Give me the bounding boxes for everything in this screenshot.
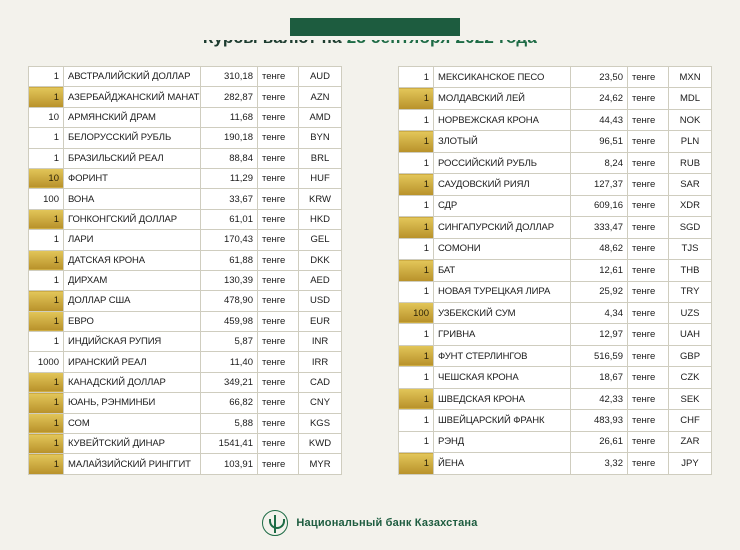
table-row bbox=[29, 209, 342, 229]
row-quantity: 1 bbox=[399, 238, 434, 259]
table-row bbox=[399, 453, 712, 475]
row-quantity: 1 bbox=[29, 434, 64, 454]
row-currency-name: СДР bbox=[434, 195, 571, 216]
row-currency-name: САУДОВСКИЙ РИЯЛ bbox=[434, 174, 571, 195]
row-rate: 25,92 bbox=[571, 281, 628, 302]
row-quantity: 1 bbox=[29, 393, 64, 413]
row-currency-name: ВОНА bbox=[64, 189, 201, 209]
row-currency-name: АРМЯНСКИЙ ДРАМ bbox=[64, 107, 201, 127]
row-unit: тенге bbox=[258, 393, 299, 413]
row-currency-name: КУВЕЙТСКИЙ ДИНАР bbox=[64, 434, 201, 454]
row-currency-name: БРАЗИЛЬСКИЙ РЕАЛ bbox=[64, 148, 201, 168]
row-quantity: 1 bbox=[29, 291, 64, 311]
row-rate: 459,98 bbox=[201, 311, 258, 331]
top-green-block bbox=[290, 18, 460, 36]
table-row bbox=[29, 332, 342, 352]
row-unit: тенге bbox=[258, 372, 299, 392]
row-quantity: 1 bbox=[399, 67, 434, 88]
table-row bbox=[399, 345, 712, 366]
row-rate: 44,43 bbox=[571, 109, 628, 130]
row-quantity: 1 bbox=[399, 281, 434, 302]
row-quantity: 1 bbox=[29, 454, 64, 474]
row-quantity: 1 bbox=[399, 88, 434, 109]
row-quantity: 1 bbox=[399, 388, 434, 409]
row-rate: 333,47 bbox=[571, 217, 628, 238]
row-currency-code: KWD bbox=[299, 434, 342, 454]
table-row bbox=[399, 131, 712, 152]
row-quantity: 100 bbox=[29, 189, 64, 209]
row-quantity: 1 bbox=[29, 250, 64, 270]
row-quantity: 1 bbox=[399, 324, 434, 345]
table-row bbox=[399, 431, 712, 452]
table-row bbox=[29, 434, 342, 454]
row-rate: 190,18 bbox=[201, 128, 258, 148]
table-row bbox=[399, 88, 712, 109]
row-unit: тенге bbox=[628, 431, 669, 452]
row-rate: 8,24 bbox=[571, 152, 628, 173]
row-currency-code: KRW bbox=[299, 189, 342, 209]
row-quantity: 1 bbox=[29, 67, 64, 87]
row-rate: 61,88 bbox=[201, 250, 258, 270]
row-unit: тенге bbox=[258, 291, 299, 311]
row-currency-code: HUF bbox=[299, 168, 342, 188]
row-unit: тенге bbox=[628, 302, 669, 323]
row-currency-code: MYR bbox=[299, 454, 342, 474]
table-row bbox=[29, 168, 342, 188]
row-unit: тенге bbox=[258, 107, 299, 127]
row-unit: тенге bbox=[628, 88, 669, 109]
row-currency-code: RUB bbox=[669, 152, 712, 173]
table-row bbox=[29, 372, 342, 392]
row-currency-name: НОВАЯ ТУРЕЦКАЯ ЛИРА bbox=[434, 281, 571, 302]
row-unit: тенге bbox=[258, 87, 299, 107]
row-currency-name: ШВЕДСКАЯ КРОНА bbox=[434, 388, 571, 409]
row-currency-code: CNY bbox=[299, 393, 342, 413]
row-unit: тенге bbox=[258, 270, 299, 290]
row-currency-code: XDR bbox=[669, 195, 712, 216]
row-currency-code: GEL bbox=[299, 230, 342, 250]
row-rate: 12,97 bbox=[571, 324, 628, 345]
row-unit: тенге bbox=[628, 238, 669, 259]
table-row bbox=[29, 270, 342, 290]
row-currency-name: ДАТСКАЯ КРОНА bbox=[64, 250, 201, 270]
table-row bbox=[29, 393, 342, 413]
row-currency-code: THB bbox=[669, 260, 712, 281]
row-currency-name: УЗБЕКСКИЙ СУМ bbox=[434, 302, 571, 323]
row-unit: тенге bbox=[258, 67, 299, 87]
row-currency-name: СОМ bbox=[64, 413, 201, 433]
row-rate: 23,50 bbox=[571, 67, 628, 88]
row-unit: тенге bbox=[628, 217, 669, 238]
table-row bbox=[399, 195, 712, 216]
row-currency-code: PLN bbox=[669, 131, 712, 152]
row-rate: 349,21 bbox=[201, 372, 258, 392]
row-currency-name: РЭНД bbox=[434, 431, 571, 452]
row-rate: 516,59 bbox=[571, 345, 628, 366]
row-currency-code: AED bbox=[299, 270, 342, 290]
row-currency-name: БАТ bbox=[434, 260, 571, 281]
row-quantity: 1 bbox=[29, 230, 64, 250]
row-currency-name: АЗЕРБАЙДЖАНСКИЙ МАНАТ bbox=[64, 87, 201, 107]
row-currency-name: ЙЕНА bbox=[434, 453, 571, 475]
row-currency-name: ЧЕШСКАЯ КРОНА bbox=[434, 367, 571, 388]
table-row bbox=[399, 367, 712, 388]
row-rate: 11,29 bbox=[201, 168, 258, 188]
table-row bbox=[399, 324, 712, 345]
row-currency-name: ФОРИНТ bbox=[64, 168, 201, 188]
row-rate: 66,82 bbox=[201, 393, 258, 413]
row-currency-name: МОЛДАВСКИЙ ЛЕЙ bbox=[434, 88, 571, 109]
row-unit: тенге bbox=[628, 131, 669, 152]
row-rate: 33,67 bbox=[201, 189, 258, 209]
row-rate: 170,43 bbox=[201, 230, 258, 250]
row-currency-name: ГРИВНА bbox=[434, 324, 571, 345]
row-unit: тенге bbox=[628, 281, 669, 302]
row-unit: тенге bbox=[628, 410, 669, 431]
row-quantity: 10 bbox=[29, 107, 64, 127]
row-rate: 5,87 bbox=[201, 332, 258, 352]
row-unit: тенге bbox=[628, 67, 669, 88]
row-currency-code: INR bbox=[299, 332, 342, 352]
row-quantity: 1 bbox=[399, 431, 434, 452]
row-currency-code: EUR bbox=[299, 311, 342, 331]
row-currency-code: CZK bbox=[669, 367, 712, 388]
row-unit: тенге bbox=[258, 189, 299, 209]
row-currency-name: РОССИЙСКИЙ РУБЛЬ bbox=[434, 152, 571, 173]
row-quantity: 1 bbox=[399, 410, 434, 431]
row-quantity: 1 bbox=[399, 152, 434, 173]
row-rate: 3,32 bbox=[571, 453, 628, 475]
row-rate: 103,91 bbox=[201, 454, 258, 474]
row-unit: тенге bbox=[258, 148, 299, 168]
row-currency-code: KGS bbox=[299, 413, 342, 433]
table-row bbox=[399, 109, 712, 130]
table-row bbox=[29, 291, 342, 311]
row-quantity: 1 bbox=[29, 311, 64, 331]
row-quantity: 1 bbox=[399, 109, 434, 130]
row-currency-code: BYN bbox=[299, 128, 342, 148]
row-rate: 12,61 bbox=[571, 260, 628, 281]
row-rate: 310,18 bbox=[201, 67, 258, 87]
row-rate: 127,37 bbox=[571, 174, 628, 195]
row-rate: 1541,41 bbox=[201, 434, 258, 454]
table-row bbox=[399, 260, 712, 281]
row-unit: тенге bbox=[628, 388, 669, 409]
row-currency-name: КАНАДСКИЙ ДОЛЛАР bbox=[64, 372, 201, 392]
row-rate: 88,84 bbox=[201, 148, 258, 168]
row-currency-name: ИРАНСКИЙ РЕАЛ bbox=[64, 352, 201, 372]
row-currency-name: ДОЛЛАР США bbox=[64, 291, 201, 311]
row-currency-code: CHF bbox=[669, 410, 712, 431]
row-currency-name: ГОНКОНГСКИЙ ДОЛЛАР bbox=[64, 209, 201, 229]
footer-text: Национальный банк Казахстана bbox=[296, 517, 478, 529]
row-unit: тенге bbox=[628, 324, 669, 345]
row-currency-name: БЕЛОРУССКИЙ РУБЛЬ bbox=[64, 128, 201, 148]
row-currency-name: ИНДИЙСКАЯ РУПИЯ bbox=[64, 332, 201, 352]
table-row bbox=[29, 128, 342, 148]
row-currency-code: SGD bbox=[669, 217, 712, 238]
row-currency-code: JPY bbox=[669, 453, 712, 475]
table-row bbox=[29, 311, 342, 331]
row-rate: 42,33 bbox=[571, 388, 628, 409]
row-rate: 26,61 bbox=[571, 431, 628, 452]
row-unit: тенге bbox=[628, 345, 669, 366]
row-rate: 11,68 bbox=[201, 107, 258, 127]
row-currency-code: GBP bbox=[669, 345, 712, 366]
table-row bbox=[29, 230, 342, 250]
row-quantity: 1 bbox=[29, 270, 64, 290]
row-unit: тенге bbox=[258, 413, 299, 433]
table-row bbox=[399, 302, 712, 323]
row-quantity: 1 bbox=[399, 260, 434, 281]
row-currency-name: ЛАРИ bbox=[64, 230, 201, 250]
table-row bbox=[29, 87, 342, 107]
top-decorative-bar bbox=[0, 28, 740, 40]
table-row bbox=[399, 410, 712, 431]
row-rate: 24,62 bbox=[571, 88, 628, 109]
row-currency-code: SAR bbox=[669, 174, 712, 195]
row-unit: тенге bbox=[628, 260, 669, 281]
row-rate: 130,39 bbox=[201, 270, 258, 290]
row-currency-name: СОМОНИ bbox=[434, 238, 571, 259]
row-unit: тенге bbox=[628, 195, 669, 216]
row-currency-name: СИНГАПУРСКИЙ ДОЛЛАР bbox=[434, 217, 571, 238]
row-currency-code: ZAR bbox=[669, 431, 712, 452]
row-quantity: 100 bbox=[399, 302, 434, 323]
table-row bbox=[29, 67, 342, 87]
row-currency-code: NOK bbox=[669, 109, 712, 130]
row-currency-code: UAH bbox=[669, 324, 712, 345]
row-quantity: 1 bbox=[29, 372, 64, 392]
table-row bbox=[399, 174, 712, 195]
row-currency-name: НОРВЕЖСКАЯ КРОНА bbox=[434, 109, 571, 130]
row-currency-code: TJS bbox=[669, 238, 712, 259]
row-currency-code: MXN bbox=[669, 67, 712, 88]
row-rate: 61,01 bbox=[201, 209, 258, 229]
row-currency-code: TRY bbox=[669, 281, 712, 302]
row-rate: 96,51 bbox=[571, 131, 628, 152]
table-row bbox=[29, 148, 342, 168]
table-row bbox=[29, 352, 342, 372]
table-row bbox=[29, 107, 342, 127]
row-currency-code: AZN bbox=[299, 87, 342, 107]
row-currency-code: AUD bbox=[299, 67, 342, 87]
table-row bbox=[399, 67, 712, 88]
row-unit: тенге bbox=[258, 332, 299, 352]
row-currency-name: ЮАНЬ, РЭНМИНБИ bbox=[64, 393, 201, 413]
row-currency-code: UZS bbox=[669, 302, 712, 323]
table-row bbox=[29, 250, 342, 270]
row-quantity: 1 bbox=[29, 413, 64, 433]
row-currency-code: IRR bbox=[299, 352, 342, 372]
table-row bbox=[29, 189, 342, 209]
table-row bbox=[29, 413, 342, 433]
row-currency-name: АВСТРАЛИЙСКИЙ ДОЛЛАР bbox=[64, 67, 201, 87]
row-rate: 609,16 bbox=[571, 195, 628, 216]
row-currency-code: BRL bbox=[299, 148, 342, 168]
row-currency-code: SEK bbox=[669, 388, 712, 409]
row-unit: тенге bbox=[258, 128, 299, 148]
row-unit: тенге bbox=[628, 152, 669, 173]
row-currency-name: ШВЕЙЦАРСКИЙ ФРАНК bbox=[434, 410, 571, 431]
row-currency-name: ФУНТ СТЕРЛИНГОВ bbox=[434, 345, 571, 366]
table-row bbox=[399, 281, 712, 302]
row-unit: тенге bbox=[258, 434, 299, 454]
row-currency-code: MDL bbox=[669, 88, 712, 109]
row-rate: 478,90 bbox=[201, 291, 258, 311]
row-unit: тенге bbox=[628, 453, 669, 475]
row-rate: 483,93 bbox=[571, 410, 628, 431]
row-unit: тенге bbox=[258, 352, 299, 372]
row-unit: тенге bbox=[258, 250, 299, 270]
row-quantity: 1 bbox=[29, 332, 64, 352]
row-quantity: 1 bbox=[29, 87, 64, 107]
bank-emblem-icon bbox=[262, 510, 288, 536]
row-unit: тенге bbox=[258, 230, 299, 250]
row-quantity: 1000 bbox=[29, 352, 64, 372]
row-currency-code: DKK bbox=[299, 250, 342, 270]
row-rate: 4,34 bbox=[571, 302, 628, 323]
table-row bbox=[29, 454, 342, 474]
row-quantity: 1 bbox=[399, 131, 434, 152]
row-currency-code: HKD bbox=[299, 209, 342, 229]
row-currency-code: CAD bbox=[299, 372, 342, 392]
row-rate: 282,87 bbox=[201, 87, 258, 107]
row-unit: тенге bbox=[628, 367, 669, 388]
row-currency-code: USD bbox=[299, 291, 342, 311]
row-unit: тенге bbox=[628, 109, 669, 130]
row-rate: 48,62 bbox=[571, 238, 628, 259]
row-currency-code: AMD bbox=[299, 107, 342, 127]
row-rate: 5,88 bbox=[201, 413, 258, 433]
rates-tables-container bbox=[0, 48, 740, 475]
row-quantity: 1 bbox=[29, 148, 64, 168]
table-row bbox=[399, 388, 712, 409]
row-currency-name: МЕКСИКАНСКОЕ ПЕСО bbox=[434, 67, 571, 88]
row-quantity: 1 bbox=[399, 345, 434, 366]
row-quantity: 10 bbox=[29, 168, 64, 188]
row-quantity: 1 bbox=[399, 453, 434, 475]
row-unit: тенге bbox=[258, 311, 299, 331]
row-quantity: 1 bbox=[29, 128, 64, 148]
row-quantity: 1 bbox=[399, 174, 434, 195]
row-quantity: 1 bbox=[399, 217, 434, 238]
row-currency-name: ДИРХАМ bbox=[64, 270, 201, 290]
row-unit: тенге bbox=[628, 174, 669, 195]
rates-table-left bbox=[28, 66, 342, 475]
row-quantity: 1 bbox=[399, 195, 434, 216]
row-rate: 11,40 bbox=[201, 352, 258, 372]
table-row bbox=[399, 238, 712, 259]
row-unit: тенге bbox=[258, 209, 299, 229]
row-unit: тенге bbox=[258, 454, 299, 474]
footer bbox=[0, 510, 740, 536]
row-quantity: 1 bbox=[399, 367, 434, 388]
row-unit: тенге bbox=[258, 168, 299, 188]
table-row bbox=[399, 217, 712, 238]
rates-table-right bbox=[398, 66, 712, 475]
row-currency-name: ЗЛОТЫЙ bbox=[434, 131, 571, 152]
row-currency-name: ЕВРО bbox=[64, 311, 201, 331]
row-currency-name: МАЛАЙЗИЙСКИЙ РИНГГИТ bbox=[64, 454, 201, 474]
row-rate: 18,67 bbox=[571, 367, 628, 388]
row-quantity: 1 bbox=[29, 209, 64, 229]
table-row bbox=[399, 152, 712, 173]
